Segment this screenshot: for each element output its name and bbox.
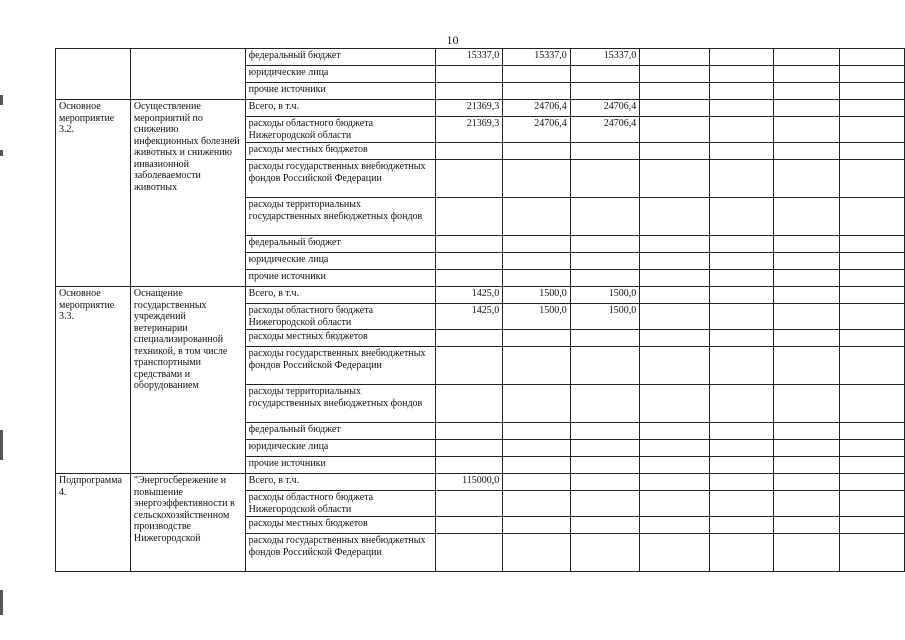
empty-cell	[774, 423, 840, 440]
empty-cell	[839, 270, 904, 287]
value-cell: 21369,3	[435, 100, 503, 117]
value-cell	[435, 253, 503, 270]
empty-cell	[640, 474, 710, 491]
scan-edge-marks	[0, 0, 6, 640]
value-cell: 24706,4	[503, 117, 570, 143]
empty-cell	[640, 457, 710, 474]
source-cell: расходы территориальных государственных внебюджетных фондов	[245, 385, 435, 423]
group-name-cell: Оснащение государственных учреждений ветеринарии специализированной техникой, в том числе транспортными средствами и оборудованием	[130, 287, 245, 474]
empty-cell	[710, 457, 774, 474]
group-label-cell: Подпрограмма 4.	[56, 474, 131, 572]
value-cell	[503, 270, 570, 287]
value-cell	[570, 385, 639, 423]
empty-cell	[640, 304, 710, 330]
source-cell: юридические лица	[245, 66, 435, 83]
value-cell: 15337,0	[435, 49, 503, 66]
source-cell: юридические лица	[245, 440, 435, 457]
empty-cell	[774, 160, 840, 198]
empty-cell	[839, 385, 904, 423]
value-cell	[435, 457, 503, 474]
value-cell: 1500,0	[503, 304, 570, 330]
budget-table	[55, 48, 905, 572]
empty-cell	[774, 534, 840, 572]
value-cell	[503, 160, 570, 198]
empty-cell	[710, 198, 774, 236]
empty-cell	[774, 270, 840, 287]
value-cell	[570, 83, 639, 100]
value-cell	[435, 440, 503, 457]
empty-cell	[710, 287, 774, 304]
source-cell: федеральный бюджет	[245, 423, 435, 440]
empty-cell	[774, 347, 840, 385]
empty-cell	[774, 117, 840, 143]
empty-cell	[774, 49, 840, 66]
empty-cell	[640, 160, 710, 198]
empty-cell	[710, 423, 774, 440]
empty-cell	[839, 423, 904, 440]
source-cell: прочие источники	[245, 83, 435, 100]
empty-cell	[710, 491, 774, 517]
value-cell	[435, 236, 503, 253]
value-cell	[570, 491, 639, 517]
source-cell: расходы областного бюджета Нижегородской области	[245, 491, 435, 517]
empty-cell	[774, 198, 840, 236]
empty-cell	[774, 385, 840, 423]
empty-cell	[839, 534, 904, 572]
value-cell	[570, 236, 639, 253]
empty-cell	[640, 385, 710, 423]
empty-cell	[710, 330, 774, 347]
empty-cell	[774, 66, 840, 83]
empty-cell	[640, 330, 710, 347]
group-label-cell	[56, 49, 131, 100]
group-label-cell: Основное мероприятие 3.3.	[56, 287, 131, 474]
source-cell: расходы государственных внебюджетных фондов Российской Федерации	[245, 534, 435, 572]
value-cell	[435, 83, 503, 100]
value-cell	[503, 385, 570, 423]
page-number: 10	[446, 33, 459, 47]
empty-cell	[774, 304, 840, 330]
value-cell	[503, 474, 570, 491]
value-cell	[503, 198, 570, 236]
empty-cell	[774, 440, 840, 457]
value-cell	[435, 198, 503, 236]
group-name-cell	[130, 49, 245, 100]
value-cell: 1425,0	[435, 287, 503, 304]
empty-cell	[640, 66, 710, 83]
empty-cell	[774, 457, 840, 474]
value-cell	[570, 423, 639, 440]
table-row	[56, 474, 905, 491]
empty-cell	[710, 270, 774, 287]
empty-cell	[774, 491, 840, 517]
empty-cell	[640, 100, 710, 117]
value-cell	[570, 143, 639, 160]
empty-cell	[710, 440, 774, 457]
empty-cell	[640, 198, 710, 236]
value-cell	[503, 143, 570, 160]
value-cell	[435, 347, 503, 385]
table-row	[56, 49, 905, 66]
group-name-cell: Осуществление мероприятий по снижению инфекционных болезней животных и снижению инвазионной заболеваемости животных	[130, 100, 245, 287]
empty-cell	[710, 517, 774, 534]
source-cell: прочие источники	[245, 457, 435, 474]
empty-cell	[839, 160, 904, 198]
source-cell: расходы государственных внебюджетных фондов Российской Федерации	[245, 347, 435, 385]
empty-cell	[710, 66, 774, 83]
empty-cell	[774, 100, 840, 117]
value-cell	[435, 423, 503, 440]
value-cell	[503, 253, 570, 270]
empty-cell	[839, 143, 904, 160]
empty-cell	[640, 491, 710, 517]
value-cell	[503, 534, 570, 572]
empty-cell	[774, 287, 840, 304]
source-cell: прочие источники	[245, 270, 435, 287]
source-cell: расходы государственных внебюджетных фондов Российской Федерации	[245, 160, 435, 198]
value-cell	[570, 160, 639, 198]
value-cell	[435, 160, 503, 198]
value-cell: 24706,4	[570, 117, 639, 143]
value-cell	[503, 236, 570, 253]
value-cell	[503, 330, 570, 347]
scan-mark	[0, 590, 3, 615]
value-cell	[503, 457, 570, 474]
empty-cell	[774, 236, 840, 253]
value-cell	[503, 347, 570, 385]
empty-cell	[839, 83, 904, 100]
empty-cell	[710, 347, 774, 385]
source-cell: Всего, в т.ч.	[245, 100, 435, 117]
empty-cell	[839, 100, 904, 117]
source-cell: расходы местных бюджетов	[245, 517, 435, 534]
value-cell	[435, 270, 503, 287]
empty-cell	[839, 457, 904, 474]
empty-cell	[640, 236, 710, 253]
empty-cell	[774, 143, 840, 160]
value-cell: 21369,3	[435, 117, 503, 143]
value-cell	[435, 534, 503, 572]
empty-cell	[710, 117, 774, 143]
empty-cell	[839, 440, 904, 457]
value-cell	[570, 347, 639, 385]
value-cell: 115000,0	[435, 474, 503, 491]
empty-cell	[640, 143, 710, 160]
empty-cell	[710, 236, 774, 253]
value-cell	[435, 330, 503, 347]
source-cell: расходы местных бюджетов	[245, 143, 435, 160]
scan-mark	[0, 430, 3, 460]
source-cell: Всего, в т.ч.	[245, 287, 435, 304]
empty-cell	[710, 534, 774, 572]
empty-cell	[710, 385, 774, 423]
empty-cell	[640, 270, 710, 287]
empty-cell	[839, 66, 904, 83]
value-cell	[435, 491, 503, 517]
value-cell: 1425,0	[435, 304, 503, 330]
empty-cell	[839, 117, 904, 143]
value-cell	[570, 534, 639, 572]
empty-cell	[640, 423, 710, 440]
empty-cell	[839, 517, 904, 534]
empty-cell	[839, 236, 904, 253]
value-cell	[570, 270, 639, 287]
table-row	[56, 287, 905, 304]
value-cell	[435, 385, 503, 423]
empty-cell	[839, 198, 904, 236]
empty-cell	[640, 287, 710, 304]
empty-cell	[710, 304, 774, 330]
empty-cell	[774, 474, 840, 491]
value-cell	[570, 474, 639, 491]
empty-cell	[774, 517, 840, 534]
empty-cell	[774, 83, 840, 100]
value-cell	[570, 440, 639, 457]
empty-cell	[710, 253, 774, 270]
value-cell: 1500,0	[503, 287, 570, 304]
group-name-cell: "Энергосбережение и повышение энергоэффективности в сельскохозяйственном производстве Нижегородской	[130, 474, 245, 572]
empty-cell	[839, 491, 904, 517]
source-cell: федеральный бюджет	[245, 236, 435, 253]
empty-cell	[640, 347, 710, 385]
value-cell: 1500,0	[570, 287, 639, 304]
source-cell: юридические лица	[245, 253, 435, 270]
empty-cell	[839, 347, 904, 385]
empty-cell	[774, 330, 840, 347]
empty-cell	[839, 287, 904, 304]
table-row	[56, 100, 905, 117]
empty-cell	[710, 83, 774, 100]
value-cell: 1500,0	[570, 304, 639, 330]
value-cell: 15337,0	[570, 49, 639, 66]
value-cell	[570, 253, 639, 270]
empty-cell	[640, 117, 710, 143]
value-cell	[503, 66, 570, 83]
value-cell	[570, 517, 639, 534]
empty-cell	[640, 83, 710, 100]
empty-cell	[710, 49, 774, 66]
value-cell	[503, 517, 570, 534]
source-cell: расходы областного бюджета Нижегородской области	[245, 304, 435, 330]
value-cell	[435, 143, 503, 160]
empty-cell	[640, 440, 710, 457]
source-cell: расходы территориальных государственных внебюджетных фондов	[245, 198, 435, 236]
value-cell	[503, 440, 570, 457]
value-cell	[435, 517, 503, 534]
value-cell: 24706,4	[570, 100, 639, 117]
empty-cell	[710, 160, 774, 198]
empty-cell	[839, 330, 904, 347]
empty-cell	[839, 304, 904, 330]
empty-cell	[710, 100, 774, 117]
empty-cell	[839, 253, 904, 270]
empty-cell	[640, 49, 710, 66]
value-cell	[503, 491, 570, 517]
value-cell: 24706,4	[503, 100, 570, 117]
empty-cell	[774, 253, 840, 270]
empty-cell	[640, 534, 710, 572]
empty-cell	[710, 474, 774, 491]
value-cell	[503, 423, 570, 440]
source-cell: федеральный бюджет	[245, 49, 435, 66]
value-cell	[570, 198, 639, 236]
value-cell	[435, 66, 503, 83]
empty-cell	[710, 143, 774, 160]
value-cell	[570, 330, 639, 347]
group-label-cell: Основное мероприятие 3.2.	[56, 100, 131, 287]
source-cell: расходы местных бюджетов	[245, 330, 435, 347]
value-cell: 15337,0	[503, 49, 570, 66]
scan-mark	[0, 95, 3, 105]
value-cell	[503, 83, 570, 100]
empty-cell	[640, 253, 710, 270]
value-cell	[570, 457, 639, 474]
empty-cell	[839, 474, 904, 491]
value-cell	[570, 66, 639, 83]
source-cell: расходы областного бюджета Нижегородской области	[245, 117, 435, 143]
empty-cell	[839, 49, 904, 66]
scan-mark	[0, 150, 3, 156]
source-cell: Всего, в т.ч.	[245, 474, 435, 491]
empty-cell	[640, 517, 710, 534]
